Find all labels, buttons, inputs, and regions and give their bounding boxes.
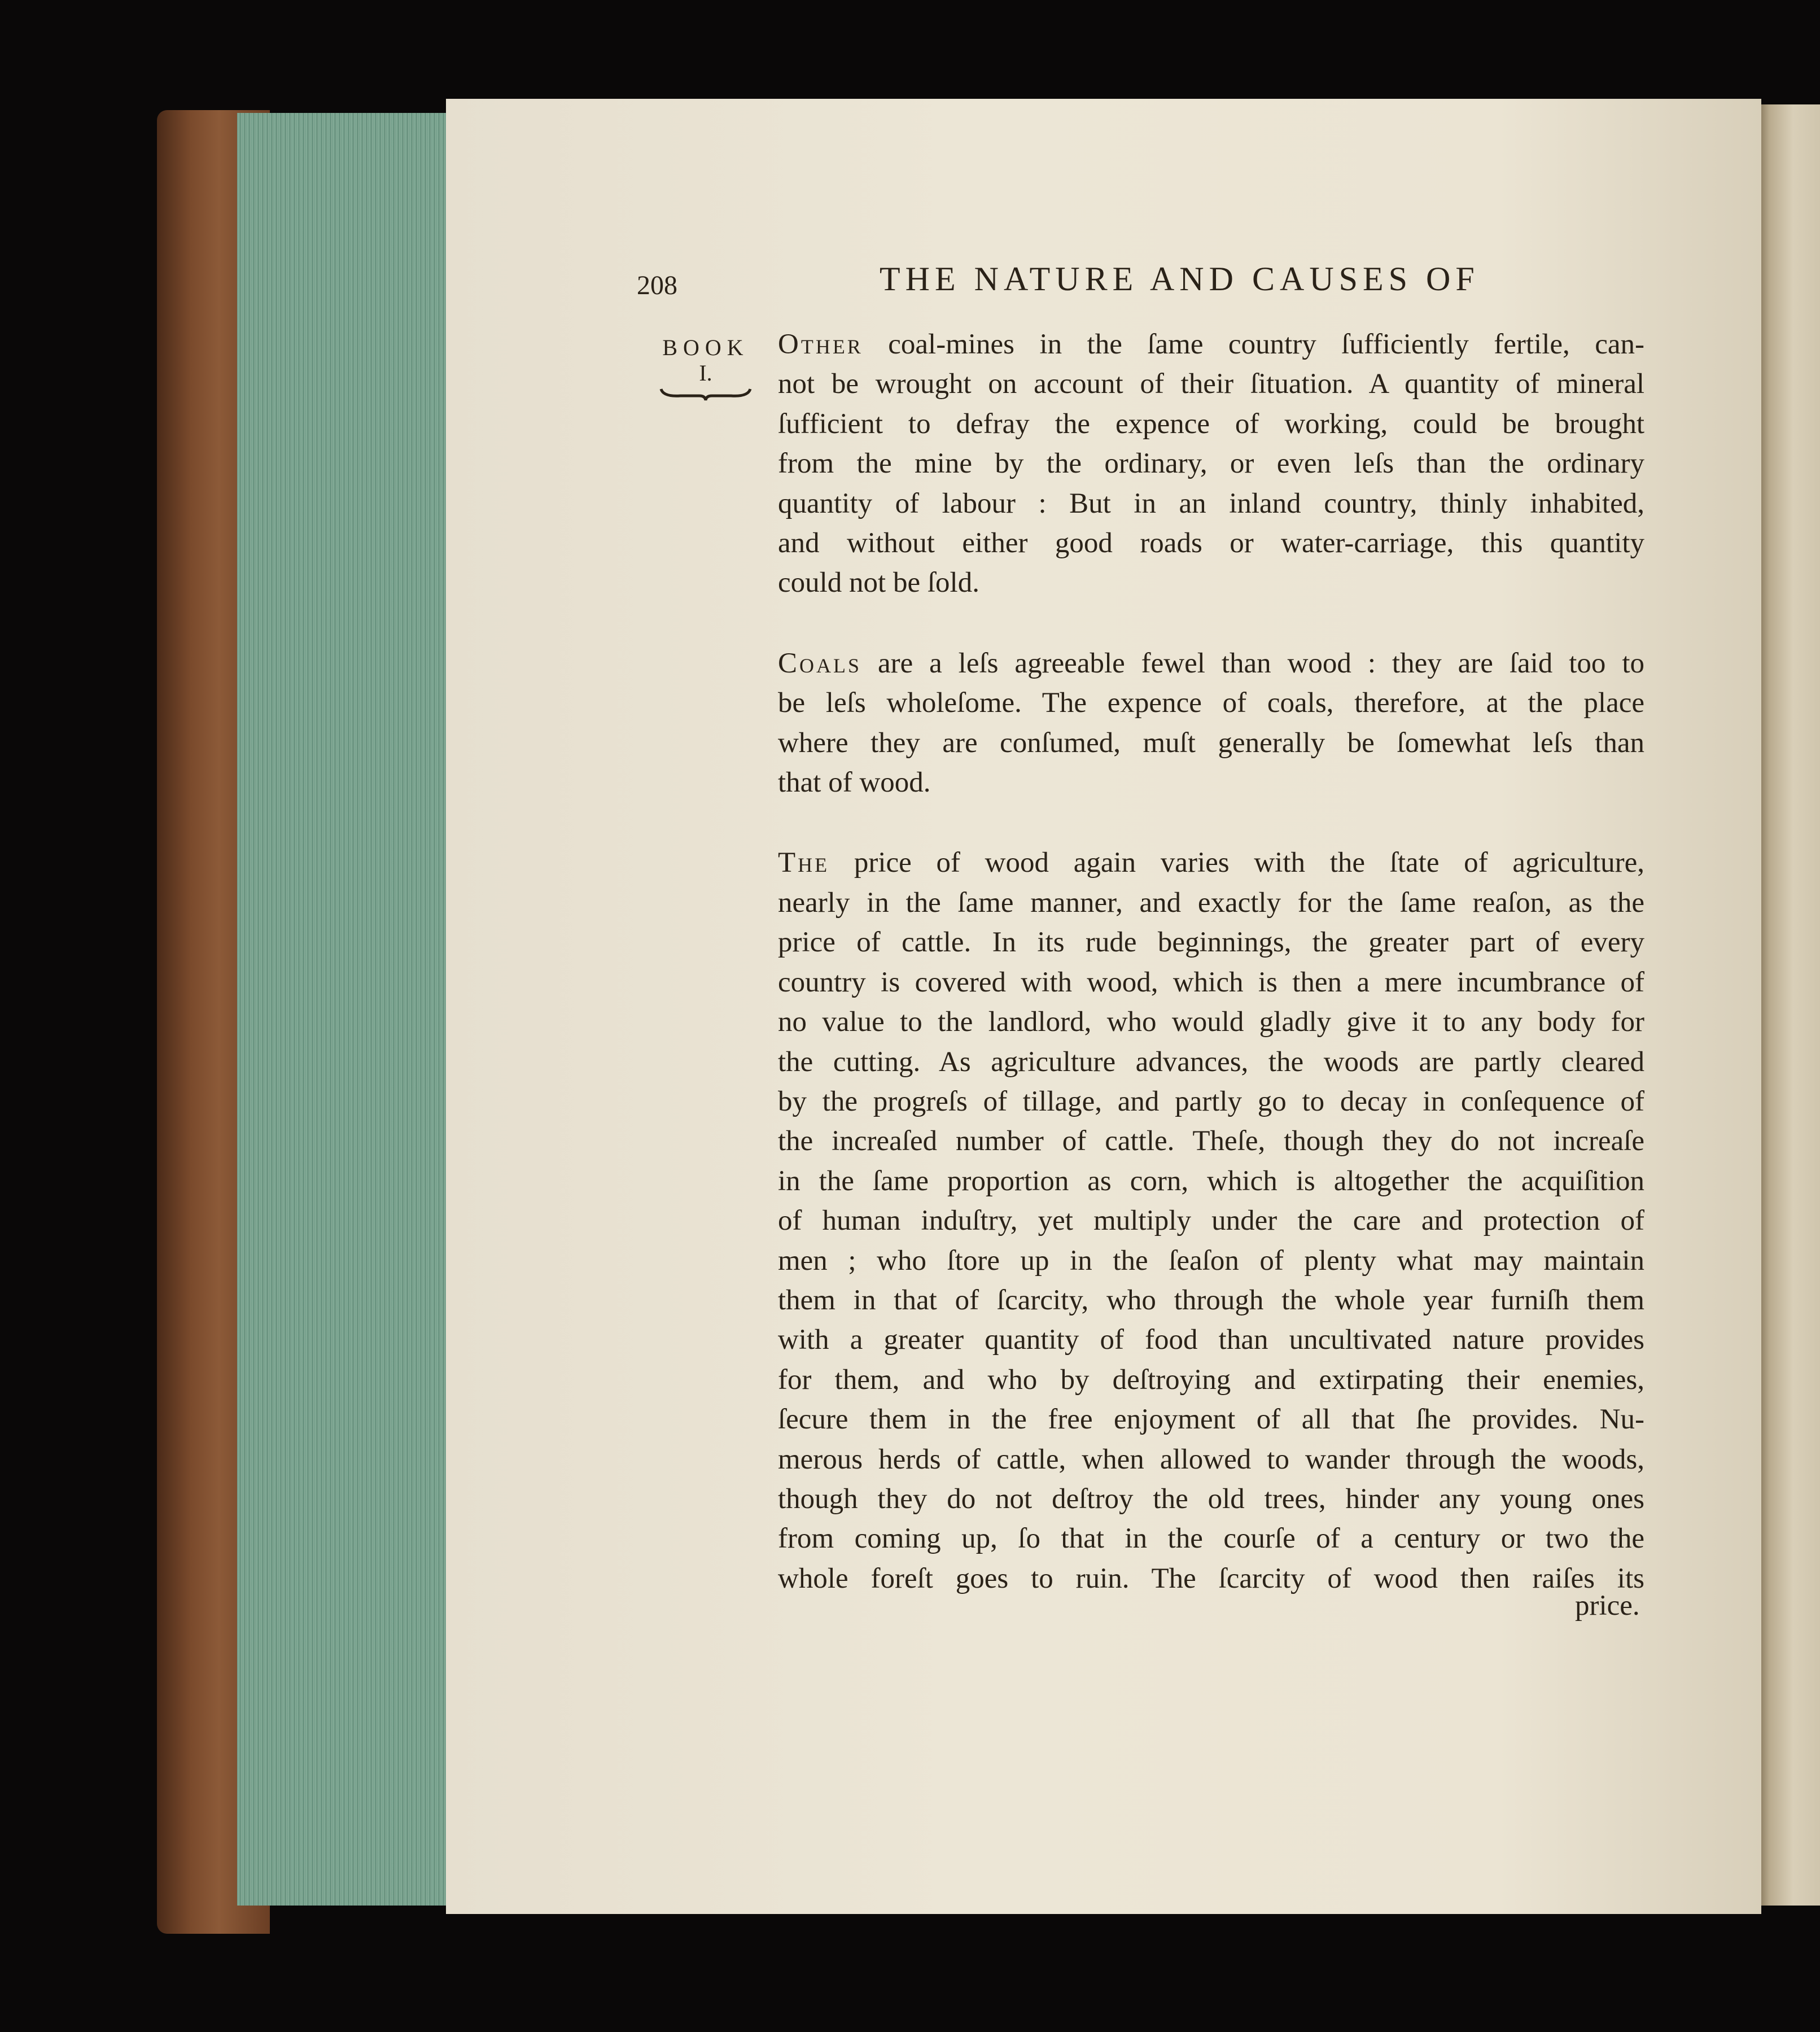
- paragraph-coal-mines: [778, 325, 1644, 603]
- text-line: with a greater quantity of food than uncultivated nature provides: [778, 1324, 1644, 1356]
- text-line: be leſs wholeſome. The expence of coals, therefore, at the place: [778, 687, 1644, 719]
- text-line: where they are conſumed, muſt generally be ſomewhat leſs than: [778, 727, 1644, 759]
- text-line: could not be ſold.: [778, 567, 979, 599]
- text-line: them in that of ſcarcity, who through the whole year furniſh them: [778, 1284, 1644, 1316]
- text-line: the cutting. As agriculture advances, the woods are partly cleared: [778, 1046, 1644, 1078]
- text-line: though they do not deſtroy the old trees, hinder any young ones: [778, 1483, 1644, 1515]
- paragraph-price-of-wood: [778, 843, 1644, 1598]
- text-line: and without either good roads or water-carriage, this quantity: [778, 527, 1644, 560]
- brace-ornament: [658, 384, 754, 401]
- page-edges: [237, 113, 452, 1906]
- text-line: that of wood.: [778, 767, 931, 799]
- text-line: for them, and who by deſtroying and extirpating their enemies,: [778, 1364, 1644, 1396]
- text-line: merous herds of cattle, when allowed to wander through the woods,: [778, 1443, 1644, 1475]
- page-number: 208: [637, 270, 677, 300]
- text-line: are a leſs agreeable fewel than wood : they are ſaid too to: [877, 647, 1644, 679]
- book-label: BOOK: [662, 335, 749, 360]
- text-line: from the mine by the ordinary, or even leſs than the ordinary: [778, 448, 1644, 480]
- paragraph-lead-word: Other: [778, 329, 863, 360]
- text-line: price of cattle. In its rude beginnings, the greater part of every: [778, 927, 1644, 959]
- text-line: coal-mines in the ſame country ſufficiently fertile, can-: [888, 329, 1644, 360]
- text-line: men ; who ſtore up in the ſeaſon of plenty what may maintain: [778, 1244, 1644, 1277]
- text-line: by the progreſs of tillage, and partly go to decay in conſequence of: [778, 1085, 1644, 1117]
- paragraph-lead-word: The: [778, 847, 830, 879]
- text-line: country is covered with wood, which is then a mere incumbrance of: [778, 966, 1644, 998]
- text-line: the increaſed number of cattle. Theſe, though they do not increaſe: [778, 1125, 1644, 1157]
- paragraph-lead-word: Coals: [778, 647, 862, 679]
- book-number: I.: [699, 360, 712, 386]
- body-text: [778, 325, 1644, 1598]
- text-line: ſufficient to defray the expence of working, could be brought: [778, 408, 1644, 440]
- text-line: of human induſtry, yet multiply under the care and protection of: [778, 1205, 1644, 1237]
- text-line: no value to the landlord, who would gladly give it to any body for: [778, 1006, 1644, 1038]
- page-header: [637, 260, 1653, 311]
- text-line: from coming up, ſo that in the courſe of a century or two the: [778, 1523, 1644, 1555]
- text-line: nearly in the ſame manner, and exactly for the ſame reaſon, as the: [778, 886, 1644, 919]
- paragraph-coals: [778, 644, 1644, 803]
- text-line: not be wrought on account of their ſituation. A quantity of mineral: [778, 368, 1644, 400]
- facing-page-edge: [1753, 104, 1820, 1906]
- text-line: price of wood again varies with the ſtate of agriculture,: [854, 847, 1645, 879]
- running-title: THE NATURE AND CAUSES OF: [880, 260, 1480, 298]
- text-line: in the ſame proportion as corn, which is altogether the acquiſition: [778, 1165, 1644, 1197]
- text-line: quantity of labour : But in an inland country, thinly inhabited,: [778, 487, 1644, 519]
- text-line: ſecure them in the free enjoyment of all that ſhe provides. Nu-: [778, 1404, 1644, 1436]
- catchword: price.: [1575, 1590, 1640, 1622]
- margin-book-note: [655, 334, 756, 401]
- text-line: whole foreſt goes to ruin. The ſcarcity of wood then raiſes its: [778, 1562, 1644, 1594]
